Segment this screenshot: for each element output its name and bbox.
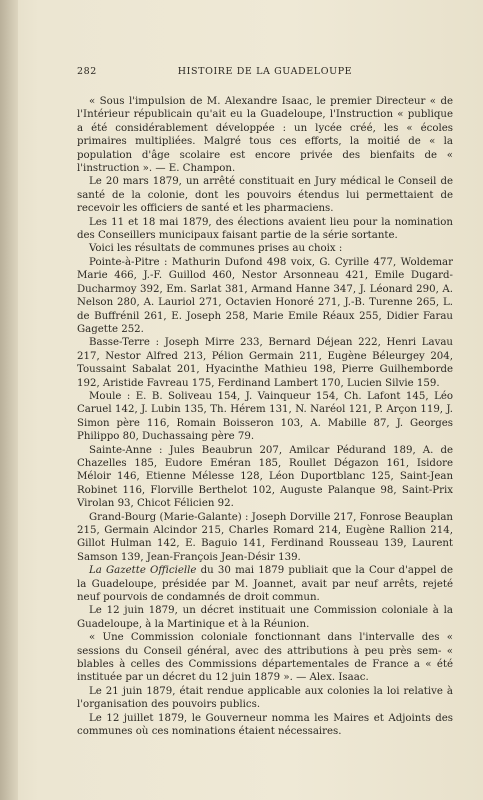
page-number: 282 [77,66,97,77]
paragraph-jury-medical: Le 20 mars 1879, un arrêté constituait en Jury médical le Conseil de santé de la colonie, dont les pouvoirs étendus lui permettaient de recevoir les officiers de santé et les pharmaciens. [77,176,453,215]
running-title: HISTOIRE DE LA GUADELOUPE [177,66,353,77]
page-header [77,66,453,77]
paragraph-results-intro: Voici les résultats de communes prises au choix : [89,243,343,255]
paragraph-pointe-a-pitre: Pointe-à-Pitre : Mathurin Dufond 498 voix, G. Cyrille 477, Woldemar Marie 466, J.-F. Guillod 460, Nestor Arsonneau 421, Emile Dugard-Ducharmoy 392, Em. Sarlat 381, Armand Hanne 347, J. Léonard 290, A. Nelson 280, A. Lauriol 271, Octavien Honoré 271, J.-B. Turenne 265, L. de Buffrénil 261, E. Joseph 258, Marie Emile Réaux 255, Didier Farau Gagette 252. [77,256,453,335]
page-body [77,95,453,739]
paragraph-sainte-anne: Sainte-Anne : Jules Beaubrun 207, Amilcar Pédurand 189, A. de Chazelles 185, Eudore Eméran 185, Roullet Dégazon 161, Isidore Méloir 146, Etienne Mélesse 128, Léon Duportblanc 125, Saint-Jean Robinet 116, Florville Berthelot 102, Auguste Palanque 98, Saint-Prix Virolan 93, Chicot Félicien 92. [77,444,453,510]
paragraph-maires-adjoints: Le 12 juillet 1879, le Gouverneur nomma les Maires et Adjoints des communes où ces nominations étaient nécessaires. [77,712,453,738]
journal-title: La Gazette Officielle [89,565,197,577]
paragraph-grand-bourg: Grand-Bourg (Marie-Galante) : Joseph Dorville 217, Fonrose Beauplan 215, Germain Alcindor 215, Charles Romard 214, Eugène Rallion 214, Gillot Hulman 142, E. Baguio 141, Ferdinand Rousseau 139, Laurent Samson 139, Jean-François Jean-Désir 139. [77,511,453,563]
book-spine [0,0,18,800]
paragraph-basse-terre: Basse-Terre : Joseph Mirre 233, Bernard Déjean 222, Henri Lavau 217, Nestor Alfred 213, Pélion Germain 211, Eugène Béleurgey 204, Toussaint Sabalat 201, Hyacinthe Mathieu 198, Pierre Guilhemborde 192, Aristide Favreau 175, Ferdinand Lambert 170, Lucien Silvie 159. [77,337,453,389]
paragraph-gazette-officielle: La Gazette Officielle du 30 mai 1879 publiait que la Cour d'appel de la Guadeloupe, présidée par M. Joannet, avait par neuf arrêts, rejeté neuf pourvois de condamnés de droit commun. [77,565,453,604]
paragraph-pouvoirs-publics: Le 21 juin 1879, était rendue applicable aux colonies la loi relative à l'organisation des pouvoirs publics. [77,685,453,711]
paragraph-commission-decret: Le 12 juin 1879, un décret instituait une Commission coloniale à la Guadeloupe, à la Martinique et à la Réunion. [77,605,453,630]
paragraph-quote-isaac: « Sous l'impulsion de M. Alexandre Isaac, le premier Directeur « de l'Intérieur républicain qu'ait eu la Guadeloupe, l'Instruction « publique a été considérablement développée : un lycée créé, les « écoles primaires multipliées. Malgré tous ces efforts, la moitié de « la population d'âge scolaire est encore privée des bienfaits de « l'instruction ». — E. Champon. [77,96,453,175]
paragraph-commission-quote: « Une Commission coloniale fonctionnant dans l'intervalle des « sessions du Conseil général, avec des attributions à peu près sem- « blables à celles des Commissions départementales de France a « été instituée par un décret du 12 juin 1879 ». — Alex. Isaac. [77,632,453,684]
paragraph-elections: Les 11 et 18 mai 1879, des élections avaient lieu pour la nomination des Conseillers municipaux faisant partie de la série sortante. [77,216,453,242]
paragraph-moule: Moule : E. B. Soliveau 154, J. Vainqueur 154, Ch. Lafont 145, Léo Caruel 142, J. Lubin 135, Th. Hérem 131, N. Naréol 121, P. Arçon 119, J. Simon père 116, Romain Boisseron 103, A. Mabille 87, J. Georges Philippo 80, Duchassaing père 79. [77,390,453,443]
